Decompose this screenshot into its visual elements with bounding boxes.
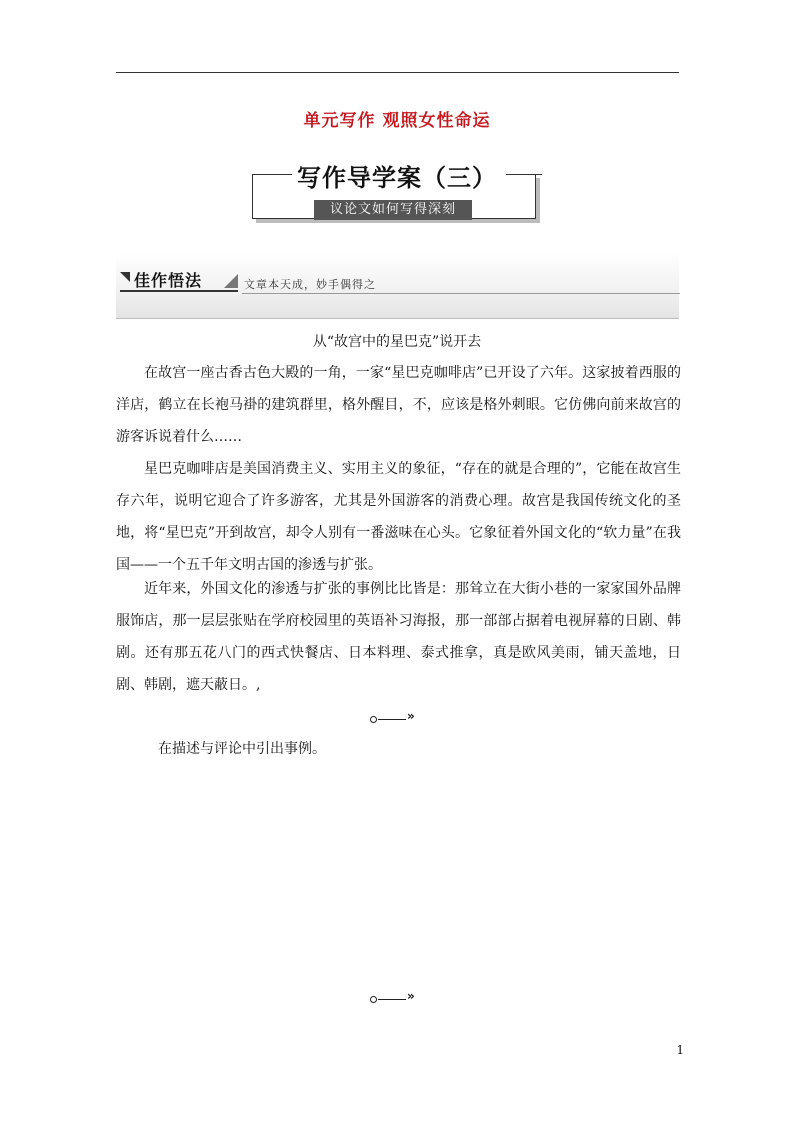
divider-circle-icon bbox=[370, 716, 377, 723]
divider-line bbox=[378, 719, 406, 720]
essay-paragraph-1: 在故宫一座古香古色大殿的一角，一家“星巴克咖啡店”已开设了六年。这家披着西服的洋店，鹤立在长袍马褂的建筑群里，格外醒目，不，应该是格外刺眼。它仿佛向前来故宫的游客诉说着什么…… bbox=[116, 365, 681, 445]
essay-note: 在描述与评论中引出事例。 bbox=[158, 741, 326, 757]
section-divider-bottom bbox=[370, 989, 420, 1005]
banner-triangle-icon bbox=[224, 274, 238, 288]
section-banner bbox=[116, 252, 679, 319]
banner-underline bbox=[120, 290, 238, 292]
essay-paragraph-3: 近年来，外国文化的渗透与扩张的事例比比皆是：那耸立在大街小巷的一家家国外品牌服饰店，那一层层张贴在学府校园里的英语补习海报，那一部部占据着电视屏幕的日剧、韩剧。还有那五花八门的西式快餐店、日本料理、泰式推拿，真是欧风美雨，铺天盖地，日剧、韩剧，遮天蔽日。, bbox=[116, 581, 681, 693]
header-rule bbox=[116, 72, 679, 73]
guide-heading bbox=[252, 158, 542, 224]
divider-line bbox=[378, 999, 406, 1000]
banner-title: 佳作悟法 bbox=[134, 271, 203, 290]
divider-arrow-icon: » bbox=[407, 989, 415, 1003]
divider-arrow-icon: » bbox=[407, 709, 415, 723]
essay-paragraph-2: 星巴克咖啡店是美国消费主义、实用主义的象征，“存在的就是合理的”，它能在故宫生存六年，说明它迎合了许多游客，尤其是外国游客的消费心理。故宫是我国传统文化的圣地，将“星巴克”开到故宫，却令人别有一番滋味在心头。它象征着外国文化的“软力量”在我国——一个五千年文明古国的渗透与扩张。 bbox=[116, 461, 681, 573]
unit-title: 单元写作 观照女性命运 bbox=[303, 111, 491, 131]
section-divider bbox=[370, 709, 420, 725]
page-number: 1 bbox=[676, 1043, 684, 1057]
divider-circle-icon bbox=[370, 996, 377, 1003]
essay-title: 从“故宫中的星巴克”说开去 bbox=[312, 334, 482, 350]
banner-slogan: 文章本天成，妙手偶得之 bbox=[244, 278, 376, 291]
guide-subtitle: 议论文如何写得深刻 bbox=[314, 200, 472, 220]
guide-title: 写作导学案（三） bbox=[297, 163, 497, 192]
banner-corner-icon bbox=[120, 272, 130, 282]
banner-slogan-line bbox=[242, 293, 680, 294]
